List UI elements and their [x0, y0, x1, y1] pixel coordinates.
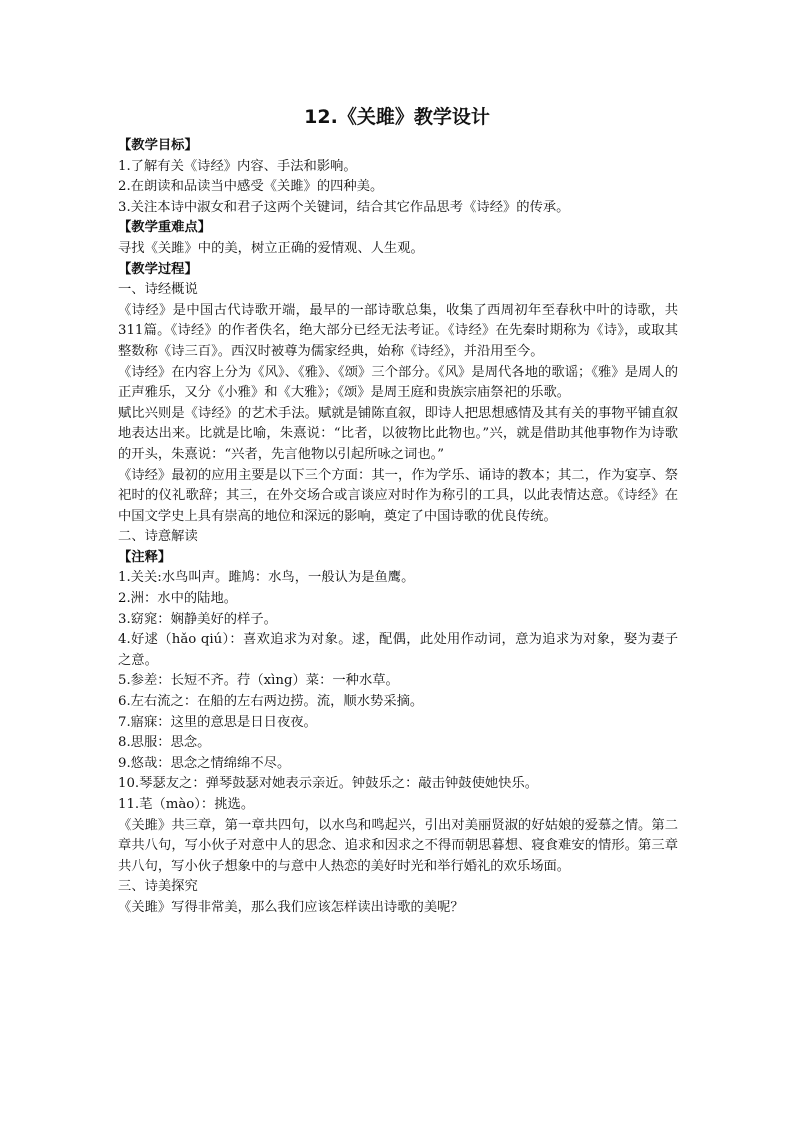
section-heading: 【注释】: [118, 549, 172, 565]
paragraph: 《诗经》在内容上分为《风》、《雅》、《颂》三个部分。《风》是周代各地的歌谣；《雅》是周人的正声雅乐，又分《小雅》和《大雅》；《颂》是周王庭和贵族宗庙祭祀的乐歌。: [118, 364, 678, 401]
paragraph: 9.悠哉：思念之情绵绵不尽。: [118, 755, 291, 771]
document-title: 12.《关雎》教学设计: [304, 106, 490, 128]
paragraph: 2.洲：水中的陆地。: [118, 591, 238, 607]
document-body: [118, 136, 678, 919]
paragraph: 《诗经》是中国古代诗歌开端，最早的一部诗歌总集，收集了西周初年至春秋中叶的诗歌，共311篇。《诗经》的作者佚名，绝大部分已经无法考证。《诗经》在先秦时期称为《诗》，或取其整数称《诗三百》。西汉时被尊为儒家经典，始称《诗经》，并沿用至今。: [118, 302, 678, 359]
paragraph: 寻找《关雎》中的美，树立正确的爱情观、人生观。: [118, 240, 424, 256]
paragraph: 4.好逑（hǎo qiú）：喜欢追求为对象。逑，配偶，此处用作动词，意为追求为对象，娶为妻子之意。: [118, 632, 678, 668]
paragraph: 一、诗经概说: [118, 282, 198, 298]
paragraph: 8.思服：思念。: [118, 735, 211, 751]
paragraph: 《关雎》写得非常美，那么我们应该怎样读出诗歌的美呢？: [118, 899, 464, 915]
section-heading: 【教学重难点】: [118, 220, 212, 236]
paragraph: 《关雎》共三章，第一章共四句，以水鸟和鸣起兴，引出对美丽贤淑的好姑娘的爱慕之情。第二章共八句，写小伙子对意中人的思念、追求和因求之不得而朝思暮想、寝食难安的情形。第三章共八句，写小伙子想象中的与意中人热恋的美好时光和举行婚礼的欢乐场面。: [118, 817, 678, 874]
paragraph: 《诗经》最初的应用主要是以下三个方面：其一，作为学乐、诵诗的教本；其二，作为宴享、祭祀时的仪礼歌辞；其三，在外交场合或言谈应对时作为称引的工具，以此表情达意。《诗经》在中国文学史上具有崇高的地位和深远的影响，奠定了中国诗歌的优良传统。: [118, 467, 678, 524]
paragraph: 2.在朗读和品读当中感受《关雎》的四种美。: [118, 179, 384, 195]
section-heading: 【教学目标】: [118, 138, 198, 153]
paragraph: 10.琴瑟友之：弹琴鼓瑟对她表示亲近。钟鼓乐之：敲击钟鼓使她快乐。: [118, 776, 539, 792]
paragraph: 赋比兴则是《诗经》的艺术手法。赋就是铺陈直叙，即诗人把思想感情及其有关的事物平铺直叙地表达出来。比就是比喻，朱熹说：“比者，以彼物比此物也。”兴，就是借助其他事物作为诗歌的开头，朱熹说：“兴者，先言他物以引起所咏之词也。”: [118, 405, 678, 462]
paragraph: 7.寤寐：这里的意思是日日夜夜。: [118, 714, 317, 730]
section-heading: 【教学过程】: [118, 261, 198, 277]
paragraph: 3.关注本诗中淑女和君子这两个关键词，结合其它作品思考《诗经》的传承。: [118, 199, 570, 215]
paragraph: 11.芼（mào）：挑选。: [118, 797, 255, 812]
paragraph: 1.了解有关《诗经》内容、手法和影响。: [118, 158, 357, 174]
paragraph: 3.窈窕：娴静美好的样子。: [118, 611, 277, 627]
paragraph: 6.左右流之：在船的左右两边捞。流，顺水势采摘。: [118, 694, 424, 710]
paragraph: 三、诗美探究: [118, 879, 198, 895]
paragraph: 二、诗意解读: [118, 529, 198, 545]
paragraph: 5.参差：长短不齐。荇（xìng）菜：一种水草。: [118, 673, 399, 689]
paragraph: 1.关关:水鸟叫声。雎鸠：水鸟，一般认为是鱼鹰。: [118, 570, 415, 586]
